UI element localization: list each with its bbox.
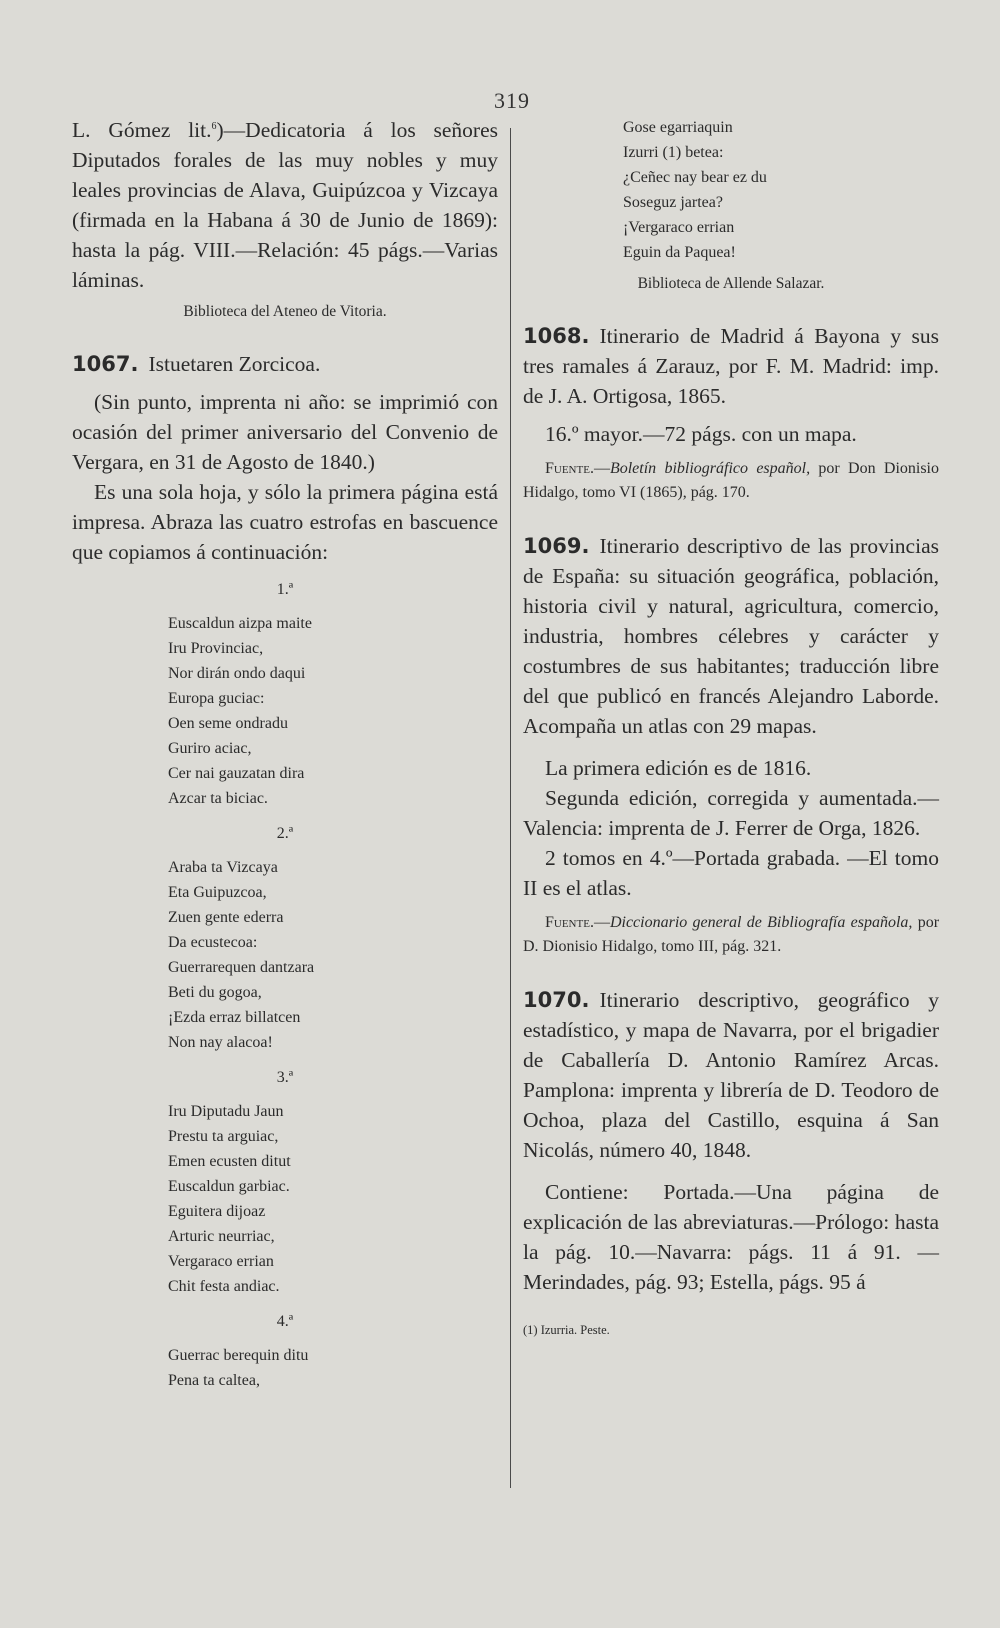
entry-1069-paragraph-3: 2 tomos en 4.º—Portada grabada. —El tomo II es el atlas. — [523, 846, 939, 900]
source-title: Boletín bibliográfico español, — [609, 460, 811, 477]
verse-line: ¿Ceñec nay bear ez du — [623, 169, 767, 186]
verse-line: Eta Guipuzcoa, — [168, 884, 267, 901]
entry-1068-format: 16.º mayor.—72 págs. con un mapa. — [545, 422, 857, 446]
verse-line: Izurri (1) betea: — [623, 144, 724, 161]
verse-line: Europa guciac: — [168, 690, 265, 707]
verse-line: Nor dirán ondo daqui — [168, 665, 306, 682]
stanza-number: 4.ª — [276, 1313, 294, 1330]
entry-1070-paragraph-1: Contiene: Portada.—Una página de explicación de las abreviaturas.—Prólogo: hasta la pág. 10.—Navarra: págs. 11 á 91. —Merindades, pág. 93; Estella, págs. 95 á — [523, 1180, 939, 1294]
footnote: (1) Izurria. Peste. — [523, 1323, 610, 1337]
left-column — [72, 115, 498, 1393]
verse-line: Azcar ta biciac. — [168, 790, 268, 807]
entry-1069-paragraph-2: Segunda edición, corregida y aumentada.—Valencia: imprenta de J. Ferrer de Orga, 1826. — [523, 786, 939, 840]
library-note: Biblioteca del Ateneo de Vitoria. — [183, 303, 387, 320]
intro-superscript: 6 — [211, 120, 217, 132]
right-column — [523, 115, 939, 1345]
stanza-number: 1.ª — [276, 581, 294, 598]
verse-line: Guerrac berequin ditu — [168, 1347, 309, 1364]
entry-text: Itinerario descriptivo de las provincias de España: su situación geográfica, población, historia civil y natural, agricultura, comercio, industria, hombres célebres y carácter y costumbres de sus habitantes; traducción libre del que publicó en francés Alejandro Laborde. Acompaña un atlas con 29 mapas. — [523, 534, 939, 738]
verse-line: ¡Ezda erraz billatcen — [168, 1009, 301, 1026]
entry-1069-source: Fuente.—Diccionario general de Bibliografía española, por D. Dionisio Hidalgo, tomo III, pág. 321. — [523, 914, 940, 955]
entry-1068-source: Fuente.—Boletín bibliográfico español, por Don Dionisio Hidalgo, tomo VI (1865), pág. 170. — [523, 460, 940, 501]
intro-text: L. Gómez lit. — [72, 118, 212, 142]
verse-line: Arturic neurriac, — [168, 1228, 275, 1245]
entry-1068-heading — [523, 321, 939, 411]
stanza-number: 3.ª — [276, 1069, 294, 1086]
verse-line: Guerrarequen dantzara — [168, 959, 315, 976]
entry-1069-heading — [523, 531, 939, 741]
entry-1067-paragraph-1: (Sin punto, imprenta ni año: se imprimió con ocasión del primer aniversario del Convenio de Vergara, en 31 de Agosto de 1840.) — [72, 390, 498, 474]
verse-line: Oen seme ondradu — [168, 715, 288, 732]
verse-line: Guriro aciac, — [168, 740, 252, 757]
source-rest: por D. Dionisio Hidalgo, tomo III, pág. 321. — [523, 914, 940, 955]
verse-line: Gose egarriaquin — [623, 119, 733, 136]
source-rest: por Don Dionisio Hidalgo, tomo VI (1865), pág. 170. — [523, 460, 940, 501]
entry-1067-heading — [72, 349, 498, 379]
verse-line: Cer nai gauzatan dira — [168, 765, 305, 782]
entry-number: 1069. — [523, 534, 590, 558]
entry-text: Itinerario de Madrid á Bayona y sus tres ramales á Zarauz, por F. M. Madrid: imp. de J. A. Ortigosa, 1865. — [523, 324, 939, 408]
entry-1069-paragraph-1: La primera edición es de 1816. — [545, 756, 812, 780]
entry-text: Itinerario descriptivo, geográfico y estadístico, y mapa de Navarra, por el brigadier de Caballería D. Antonio Ramírez Arcas. Pamplona: imprenta y librería de D. Teodoro de Ochoa, plaza del Castillo, esquina á San Nicolás, número 40, 1848. — [523, 988, 939, 1162]
column-divider — [510, 128, 511, 1488]
entry-title: Istuetaren Zorcicoa. — [148, 352, 321, 376]
intro-rest: )—Dedicatoria á los señores Diputados forales de las muy nobles y muy leales provincias de Alava, Guipúzcoa y Vizcaya (firmada en la Habana á 30 de Junio de 1869): hasta la pág. VIII.—Relación: 45 págs.—Varias láminas. — [72, 118, 498, 292]
verse-line: Da ecustecoa: — [168, 934, 258, 951]
verse-line: Beti du gogoa, — [168, 984, 262, 1001]
verse-line: Iru Provinciac, — [168, 640, 264, 657]
intro-paragraph — [72, 115, 498, 295]
verse-line: Prestu ta arguiac, — [168, 1128, 279, 1145]
source-label: Fuente. — [545, 460, 594, 477]
verse-line: ¡Vergaraco errian — [623, 219, 735, 236]
verse-line: Euscaldun aizpa maite — [168, 615, 312, 632]
verse-line: Chit festa andiac. — [168, 1278, 280, 1295]
entry-1070-heading — [523, 985, 939, 1165]
entry-number: 1067. — [72, 352, 139, 376]
verse-line: Vergaraco errian — [168, 1253, 274, 1270]
verse-line: Emen ecusten ditut — [168, 1153, 291, 1170]
poem-stanzas — [72, 579, 498, 1393]
verse-line: Zuen gente ederra — [168, 909, 284, 926]
verse-line: Eguin da Paquea! — [623, 244, 736, 261]
poem-continuation — [523, 115, 939, 265]
library-note-right: Biblioteca de Allende Salazar. — [637, 275, 825, 292]
entry-1067-paragraph-2: Es una sola hoja, y sólo la primera página está impresa. Abraza las cuatro estrofas en bascuence que copiamos á continuación: — [72, 480, 498, 564]
verse-line: Non nay alacoa! — [168, 1034, 273, 1051]
verse-line: Euscaldun garbiac. — [168, 1178, 290, 1195]
stanza-number: 2.ª — [276, 825, 294, 842]
verse-line: Soseguz jartea? — [623, 194, 723, 211]
entry-number: 1068. — [523, 324, 590, 348]
verse-line: Eguitera dijoaz — [168, 1203, 266, 1220]
verse-line: Pena ta caltea, — [168, 1372, 260, 1389]
page-number: 319 — [494, 88, 530, 113]
verse-line: Iru Diputadu Jaun — [168, 1103, 284, 1120]
entry-number: 1070. — [523, 988, 590, 1012]
verse-line: Araba ta Vizcaya — [168, 859, 278, 876]
source-label: Fuente. — [545, 914, 594, 931]
source-title: Diccionario general de Bibliografía española, — [609, 914, 913, 931]
